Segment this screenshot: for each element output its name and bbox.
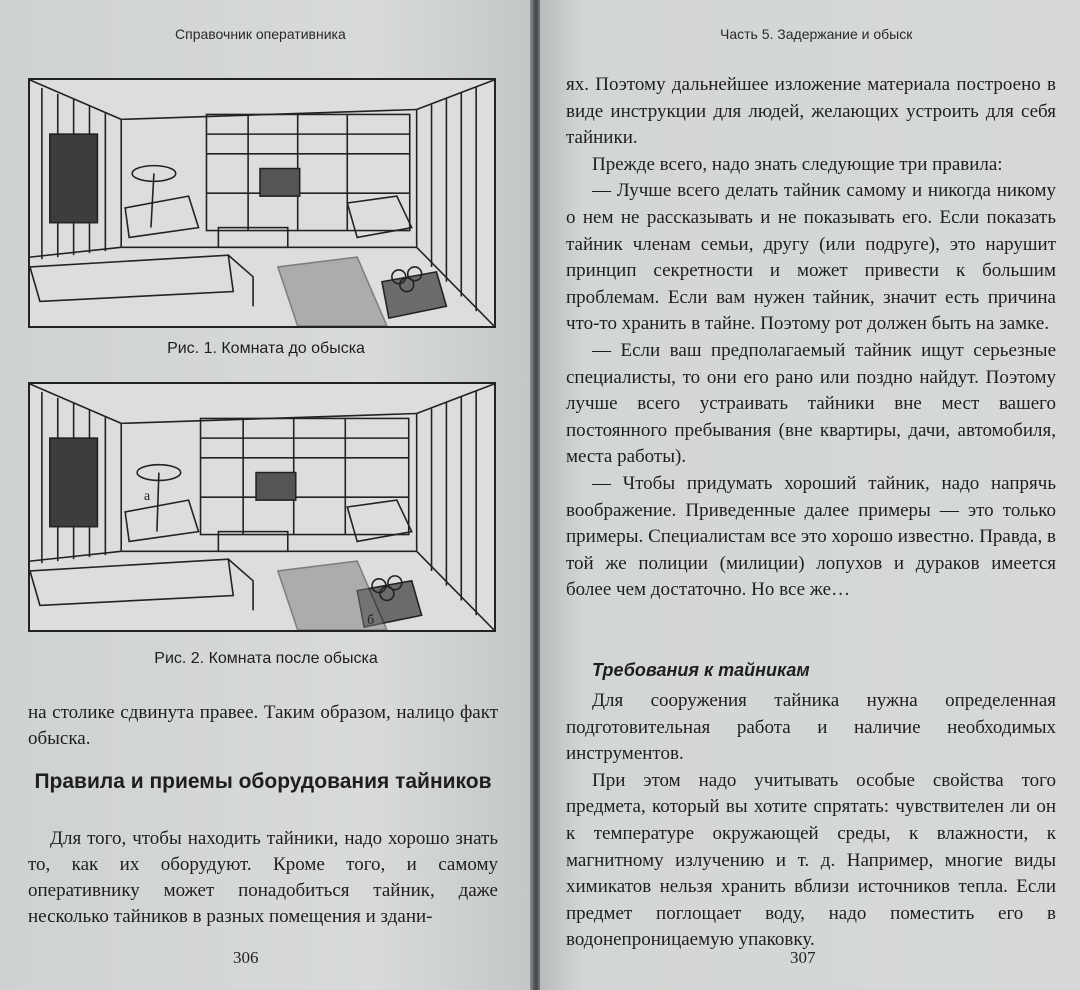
running-head-right: Часть 5. Задержание и обыск (720, 26, 913, 42)
paragraph-rule-2: — Если ваш предполагаемый тайник ищут серьезные специалисты, то они его рано или поздно найдут. Поэтому лучше всего устраивать тайники вне мест вашего постоянного пребывания (вне квартиры, дачи, автомобиля, места работы). (566, 339, 1056, 468)
running-head-left: Справочник оперативника (175, 26, 346, 42)
requirements-text (566, 688, 1056, 954)
paragraph-preparation: Для сооружения тайника нужна определенная подготовительная работа и наличие необходимых инструментов. (566, 690, 1056, 765)
figure-2-mark-a: а (144, 488, 151, 504)
page-number-right: 307 (790, 948, 816, 967)
room-illustration-before (30, 80, 494, 326)
paragraph-continuation: ях. Поэтому дальнейшее изложение материала построено в виде инструкции для людей, желающих устроить для себя тайники. (566, 74, 1056, 149)
figure-2-caption: Рис. 2. Комната после обыска (154, 650, 378, 667)
figure-1-caption: Рис. 1. Комната до обыска (167, 340, 365, 357)
section-title: Правила и приемы оборудования тайников (34, 770, 492, 793)
subheading-requirements: Требования к тайникам (592, 660, 810, 680)
intro-paragraph: Для того, чтобы находить тайники, надо хорошо знать то, как их оборудуют. Кроме того, и самому оперативнику может понадобиться тайник, даже несколько тайников в разных помещения и здани- (28, 828, 498, 927)
page-number-left: 306 (233, 948, 259, 967)
paragraph-three-rules: Прежде всего, надо знать следующие три правила: (592, 153, 1003, 175)
right-main-text (566, 72, 1056, 604)
right-page (540, 0, 1080, 990)
paragraph-properties: При этом надо учитывать особые свойства того предмета, который вы хотите спрятать: чувствителен ли он к температуре окружающей среды, к влажности, к магнитному излучению и т. д. Например, многие виды химикатов нельзя хранить вблизи источников тепла. Если предмет поглощает воду, надо поместить его в водонепроницаемую упаковку. (566, 769, 1056, 951)
figure-1-room-before-search (28, 78, 496, 328)
figure-2-room-after-search (28, 382, 496, 632)
continuation-paragraph: на столике сдвинута правее. Таким образом, налицо факт обыска. (28, 702, 498, 749)
paragraph-rule-3: — Чтобы придумать хороший тайник, надо напрячь воображение. Приведенные далее примеры — это только примеры. Специалистам все это хорошо известно. Правда, в той же полиции (милиции) лопухов и дураков имеется более чем достаточно. Но все же… (566, 472, 1056, 601)
figure-2-mark-b: б (367, 612, 375, 628)
room-illustration-after (30, 384, 494, 630)
left-page (0, 0, 532, 990)
paragraph-rule-1: — Лучше всего делать тайник самому и никогда никому о нем не рассказывать и не показывать его. Если показать тайник членам семьи, другу (или подруге), это нарушит принцип секретности и может привести к большим проблемам. Если вам нужен тайник, значит есть причина что-то хранить в тайне. Поэтому рот должен быть на замке. (566, 180, 1056, 335)
